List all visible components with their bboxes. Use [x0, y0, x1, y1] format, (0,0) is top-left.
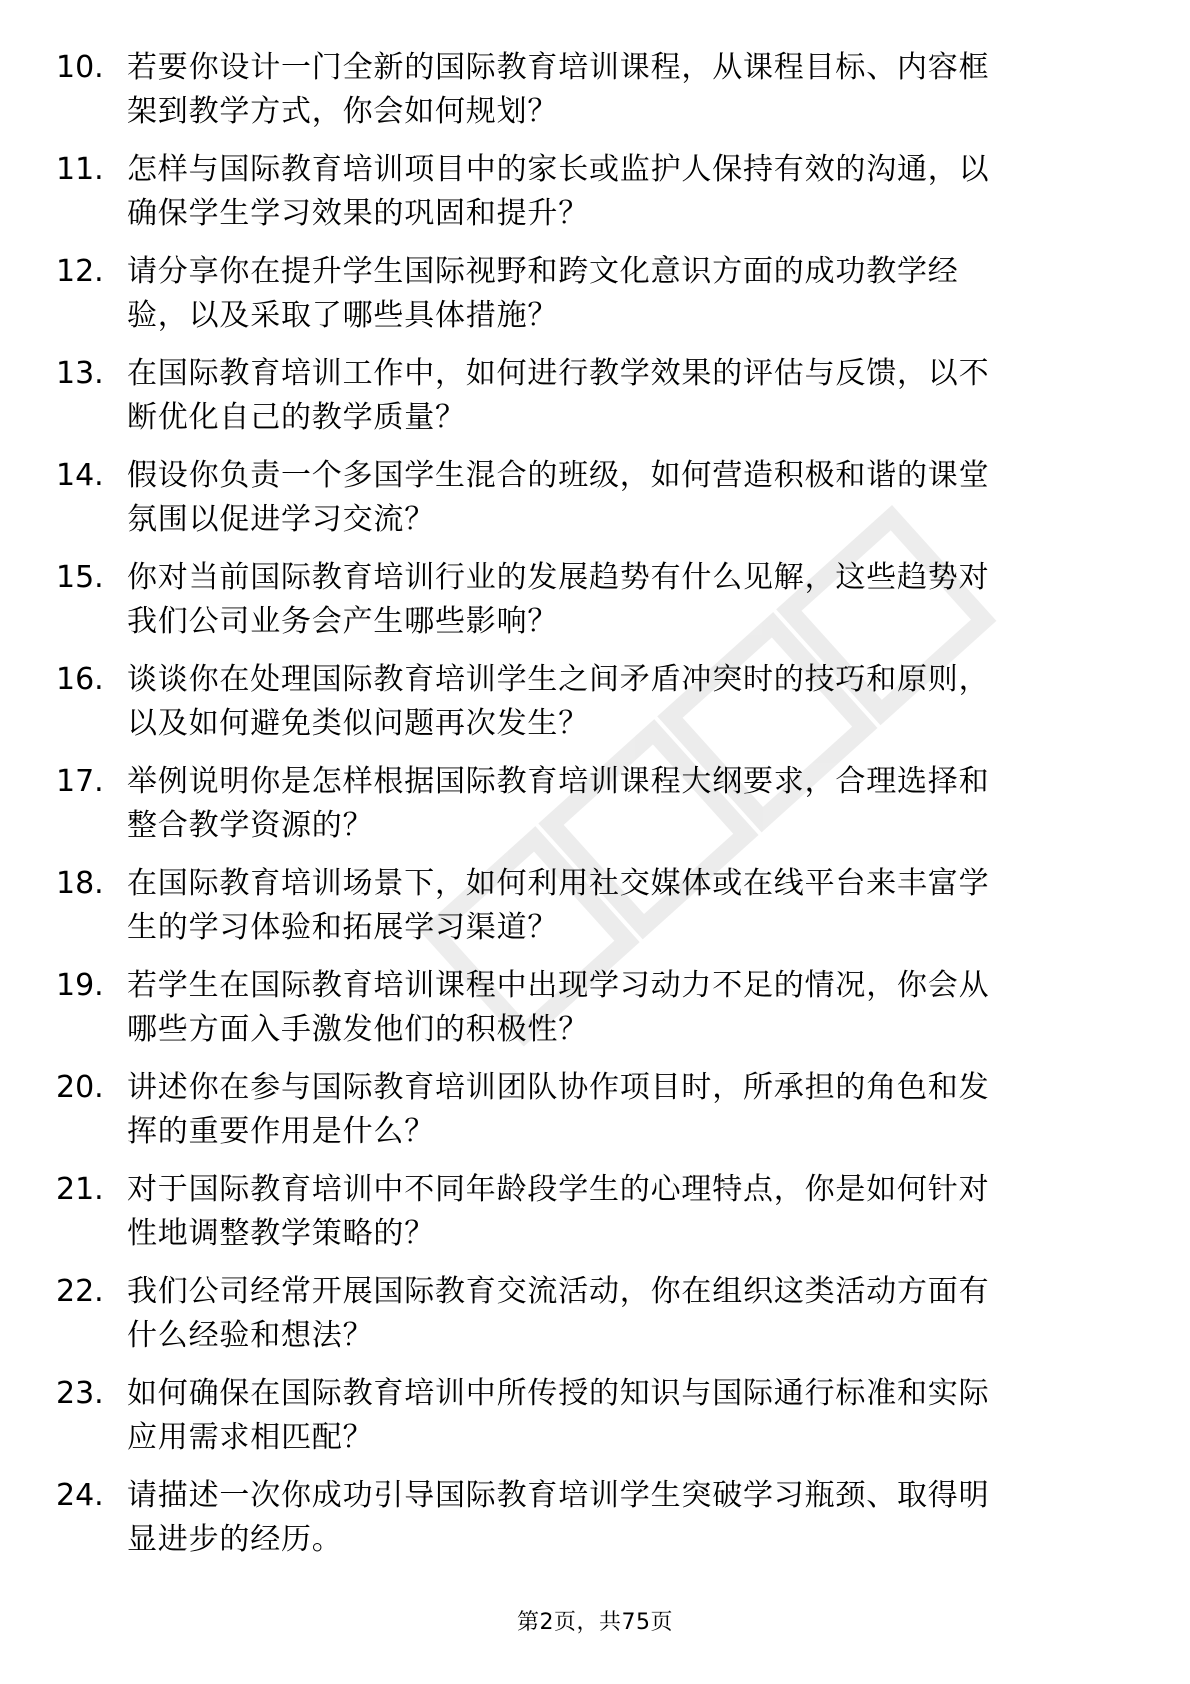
question-item — [56, 250, 1106, 352]
question-text — [127, 46, 1177, 134]
question-text-line: 性地调整教学策略的？ — [127, 1216, 435, 1251]
question-item — [56, 352, 1106, 454]
question-number: 14. — [56, 458, 104, 493]
question-item — [56, 1372, 1106, 1474]
question-text — [127, 658, 1177, 746]
question-text-line: 假设你负责一个多国学生混合的班级，如何营造积极和谐的课堂 — [127, 458, 990, 493]
question-text-line: 我们公司经常开展国际教育交流活动，你在组织这类活动方面有 — [127, 1274, 990, 1309]
question-text-line: 在国际教育培训场景下，如何利用社交媒体或在线平台来丰富学 — [127, 866, 990, 901]
question-item — [56, 46, 1106, 148]
question-text-line: 在国际教育培训工作中，如何进行教学效果的评估与反馈，以不 — [127, 356, 990, 391]
question-item — [56, 658, 1106, 760]
question-text-line: 讲述你在参与国际教育培训团队协作项目时，所承担的角色和发 — [127, 1070, 990, 1105]
question-number: 13. — [56, 356, 104, 391]
question-text-line: 应用需求相匹配？ — [127, 1420, 374, 1455]
question-list — [56, 46, 1106, 1576]
question-number: 22. — [56, 1274, 104, 1309]
question-text — [127, 862, 1177, 950]
question-text-line: 确保学生学习效果的巩固和提升？ — [127, 196, 589, 231]
question-text — [127, 148, 1177, 236]
question-text-line: 举例说明你是怎样根据国际教育培训课程大纲要求，合理选择和 — [127, 764, 990, 799]
question-number: 18. — [56, 866, 104, 901]
question-text-line: 如何确保在国际教育培训中所传授的知识与国际通行标准和实际 — [127, 1376, 990, 1411]
question-number: 23. — [56, 1376, 104, 1411]
question-item — [56, 1168, 1106, 1270]
question-text-line: 以及如何避免类似问题再次发生？ — [127, 706, 589, 741]
question-text-line: 若要你设计一门全新的国际教育培训课程，从课程目标、内容框 — [127, 50, 990, 85]
question-text-line: 我们公司业务会产生哪些影响？ — [127, 604, 559, 639]
page-footer: 第2页，共75页 — [517, 1610, 673, 1635]
question-number: 16. — [56, 662, 104, 697]
question-text-line: 整合教学资源的？ — [127, 808, 374, 843]
question-item — [56, 964, 1106, 1066]
question-item — [56, 1270, 1106, 1372]
question-number: 19. — [56, 968, 104, 1003]
question-text — [127, 1168, 1177, 1256]
question-number: 21. — [56, 1172, 104, 1207]
question-text — [127, 1066, 1177, 1154]
question-number: 15. — [56, 560, 104, 595]
question-text-line: 哪些方面入手激发他们的积极性？ — [127, 1012, 589, 1047]
question-text-line: 验，以及采取了哪些具体措施？ — [127, 298, 559, 333]
question-text-line: 显进步的经历。 — [127, 1522, 343, 1557]
question-number: 20. — [56, 1070, 104, 1105]
question-number: 24. — [56, 1478, 104, 1513]
question-number: 10. — [56, 50, 104, 85]
question-text — [127, 250, 1177, 338]
question-item — [56, 454, 1106, 556]
question-item — [56, 1066, 1106, 1168]
question-text-line: 氛围以促进学习交流？ — [127, 502, 435, 537]
question-text-line: 请描述一次你成功引导国际教育培训学生突破学习瓶颈、取得明 — [127, 1478, 990, 1513]
question-number: 11. — [56, 152, 104, 187]
question-item — [56, 148, 1106, 250]
question-text — [127, 1270, 1177, 1358]
question-text — [127, 1372, 1177, 1460]
question-text — [127, 964, 1177, 1052]
question-text — [127, 1474, 1177, 1562]
question-item — [56, 1474, 1106, 1576]
question-text-line: 什么经验和想法？ — [127, 1318, 374, 1353]
question-number: 12. — [56, 254, 104, 289]
question-item — [56, 760, 1106, 862]
question-text-line: 架到教学方式，你会如何规划？ — [127, 94, 559, 129]
question-text-line: 挥的重要作用是什么？ — [127, 1114, 435, 1149]
question-text-line: 生的学习体验和拓展学习渠道？ — [127, 910, 559, 945]
question-text-line: 对于国际教育培训中不同年龄段学生的心理特点，你是如何针对 — [127, 1172, 990, 1207]
question-text-line: 若学生在国际教育培训课程中出现学习动力不足的情况，你会从 — [127, 968, 990, 1003]
question-text-line: 你对当前国际教育培训行业的发展趋势有什么见解，这些趋势对 — [127, 560, 990, 595]
question-text — [127, 556, 1177, 644]
question-text — [127, 760, 1177, 848]
question-text-line: 谈谈你在处理国际教育培训学生之间矛盾冲突时的技巧和原则， — [127, 662, 990, 697]
question-number: 17. — [56, 764, 104, 799]
question-text-line: 怎样与国际教育培训项目中的家长或监护人保持有效的沟通，以 — [127, 152, 990, 187]
question-text — [127, 454, 1177, 542]
question-item — [56, 556, 1106, 658]
question-text-line: 断优化自己的教学质量？ — [127, 400, 466, 435]
question-text — [127, 352, 1177, 440]
question-item — [56, 862, 1106, 964]
question-text-line: 请分享你在提升学生国际视野和跨文化意识方面的成功教学经 — [127, 254, 959, 289]
